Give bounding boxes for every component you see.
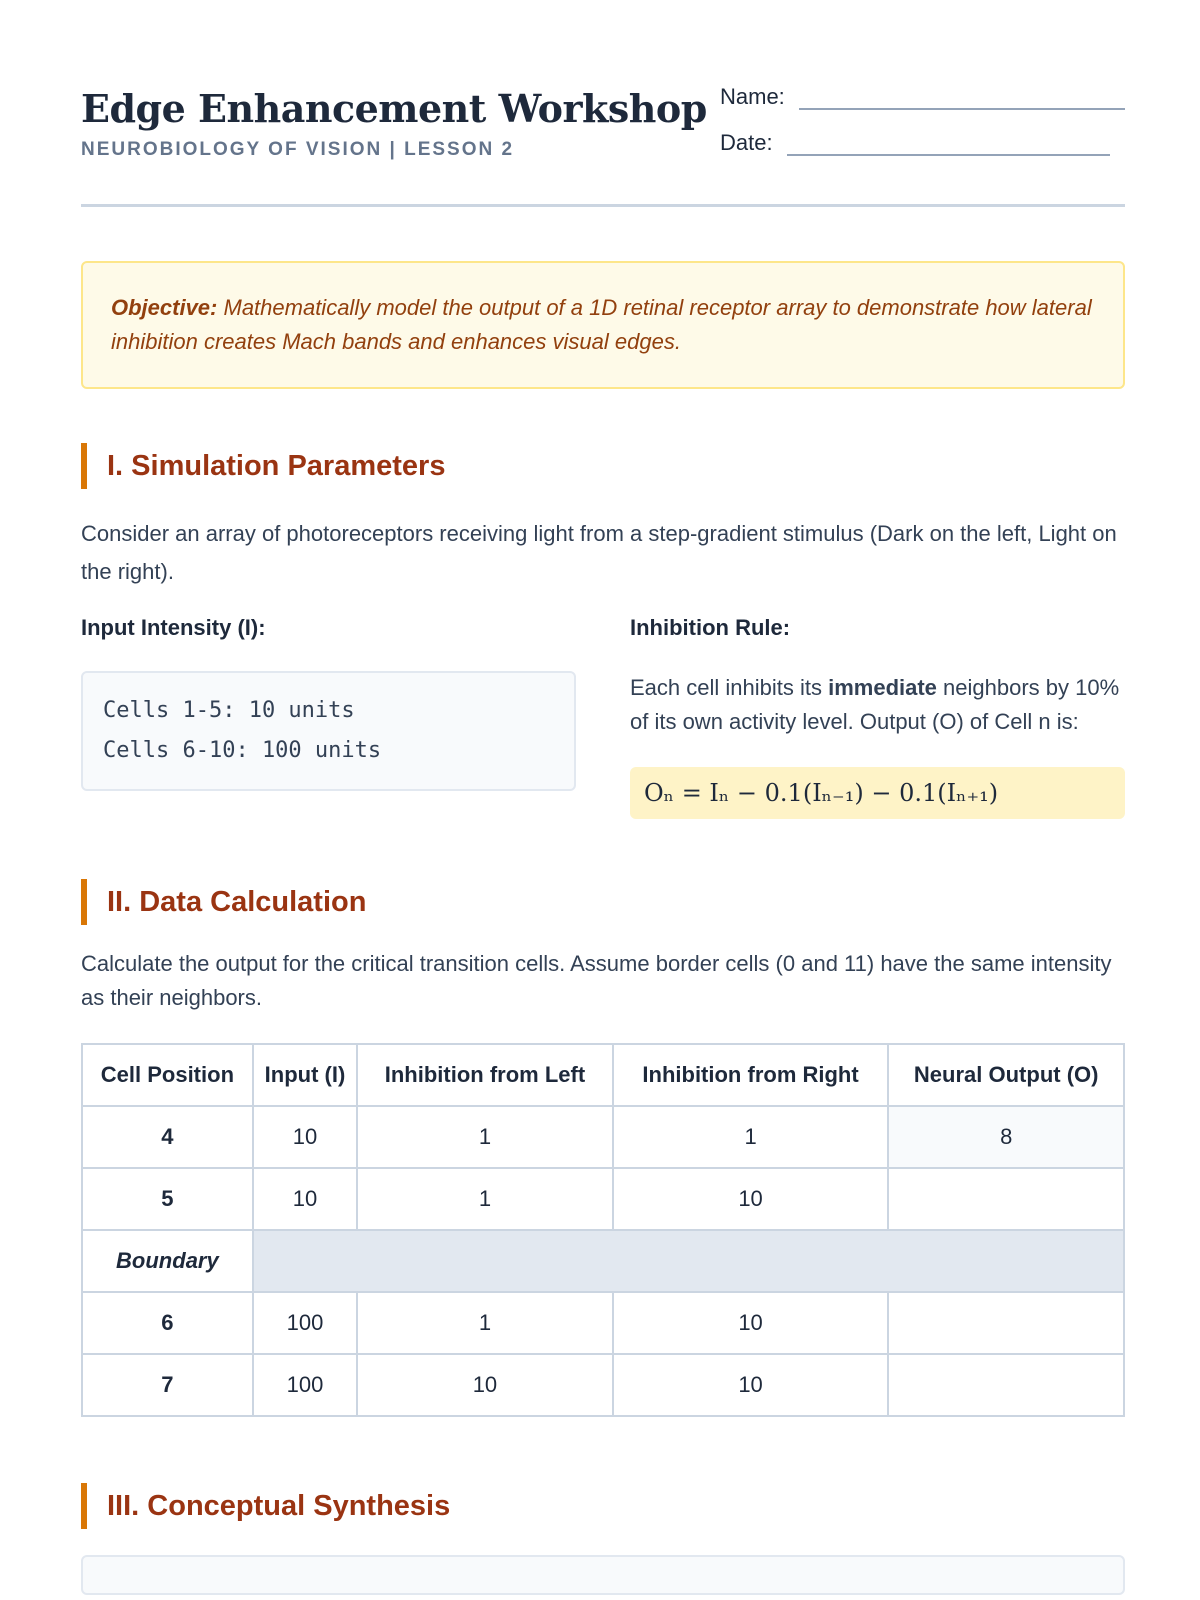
rule-bold: immediate <box>828 675 937 700</box>
date-input[interactable] <box>787 134 1110 156</box>
date-field <box>720 130 1110 156</box>
input-line: Cells 6-10: 100 units <box>103 738 382 763</box>
cell: 10 <box>253 1106 357 1168</box>
cell: 10 <box>613 1292 889 1354</box>
output-cell[interactable] <box>888 1354 1124 1416</box>
cell: 7 <box>82 1354 253 1416</box>
rule-label: Inhibition Rule: <box>630 615 791 640</box>
rule-text <box>630 671 1125 739</box>
column-header: Inhibition from Right <box>613 1044 889 1106</box>
section-heading: I. Simulation Parameters <box>81 443 1125 489</box>
cell: 1 <box>613 1106 889 1168</box>
synthesis-box <box>81 1555 1125 1595</box>
input-code-block <box>81 671 576 791</box>
output-cell[interactable] <box>888 1292 1124 1354</box>
cell: 10 <box>613 1168 889 1230</box>
page-title: Edge Enhancement Workshop <box>81 86 707 131</box>
objective-label: Objective: <box>111 295 218 320</box>
cell: 10 <box>613 1354 889 1416</box>
input-label: Input Intensity (I): <box>81 615 266 640</box>
table-row <box>82 1292 1124 1354</box>
name-field <box>720 84 1125 110</box>
formula: Oₙ = Iₙ − 0.1(Iₙ₋₁) − 0.1(Iₙ₊₁) <box>630 767 1125 819</box>
column-header: Neural Output (O) <box>888 1044 1124 1106</box>
cell: 100 <box>253 1354 357 1416</box>
section-heading: II. Data Calculation <box>81 879 1125 925</box>
boundary-row <box>82 1230 1124 1292</box>
cell: 10 <box>253 1168 357 1230</box>
objective-text: Mathematically model the output of a 1D retinal receptor array to demonstrate how lateral inhibition creates Mach bands and enhances visual edges. <box>111 295 1092 354</box>
table-row <box>82 1106 1124 1168</box>
cell: 1 <box>357 1168 613 1230</box>
output-cell[interactable]: 8 <box>888 1106 1124 1168</box>
column-header: Cell Position <box>82 1044 253 1106</box>
header <box>81 80 1125 207</box>
name-label: Name: <box>720 84 785 109</box>
cell: 4 <box>82 1106 253 1168</box>
cell: 1 <box>357 1106 613 1168</box>
subtitle: NEUROBIOLOGY OF VISION | LESSON 2 <box>81 139 515 160</box>
objective-box <box>81 261 1125 389</box>
data-table <box>81 1043 1125 1417</box>
section-heading: III. Conceptual Synthesis <box>81 1483 1125 1529</box>
date-label: Date: <box>720 130 773 155</box>
boundary-label: Boundary <box>82 1230 253 1292</box>
rule-post: neighbors by 10% of its own activity level. Output (O) of Cell n is: <box>630 675 1120 734</box>
cell: 5 <box>82 1168 253 1230</box>
name-input[interactable] <box>799 88 1125 110</box>
table-row <box>82 1168 1124 1230</box>
output-cell[interactable] <box>888 1168 1124 1230</box>
cell: 100 <box>253 1292 357 1354</box>
cell: 10 <box>357 1354 613 1416</box>
cell: 1 <box>357 1292 613 1354</box>
column-header: Inhibition from Left <box>357 1044 613 1106</box>
table-row <box>82 1354 1124 1416</box>
column-header: Input (I) <box>253 1044 357 1106</box>
cell: 6 <box>82 1292 253 1354</box>
section-intro: Calculate the output for the critical transition cells. Assume border cells (0 and 11) have the same intensity as their neighbors. <box>81 951 1112 1010</box>
input-line: Cells 1-5: 10 units <box>103 698 355 723</box>
rule-pre: Each cell inhibits its <box>630 675 829 700</box>
boundary-fill <box>253 1230 1124 1292</box>
section-intro: Consider an array of photoreceptors receiving light from a step-gradient stimulus (Dark on the left, Light on the right). <box>81 521 1117 584</box>
